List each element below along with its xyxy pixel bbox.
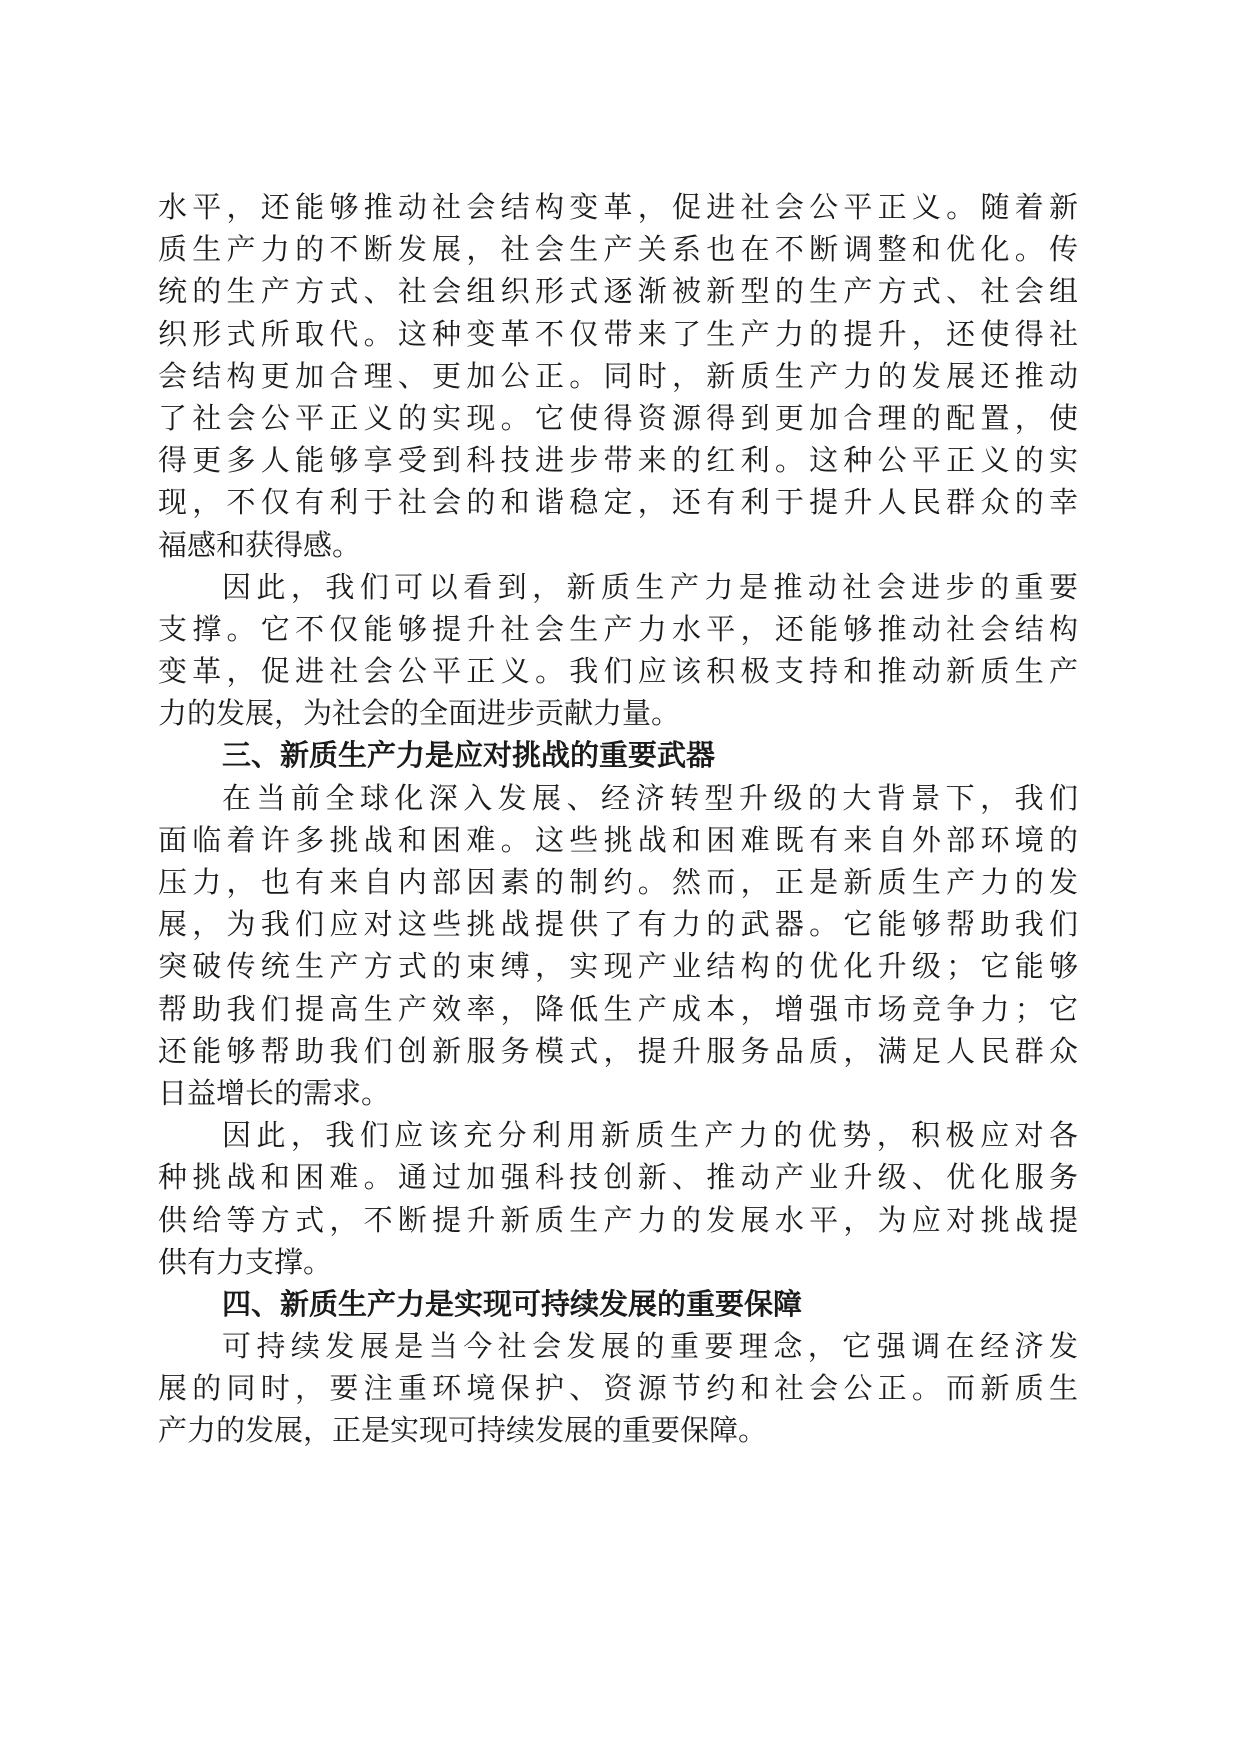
paragraph <box>158 1325 1078 1452</box>
paragraph-line: 帮助我们提高生产效率，降低生产成本，增强市场竞争力；它 <box>158 991 1078 1026</box>
paragraph-line: 可持续发展是当今社会发展的重要理念，它强调在经济发 <box>222 1329 1078 1364</box>
paragraph-line: 展，为我们应对这些挑战提供了有力的武器。它能够帮助我们 <box>158 907 1078 942</box>
paragraph-line: 面临着许多挑战和困难。这些挑战和困难既有来自外部环境的 <box>158 822 1078 857</box>
paragraph-line: 质生产力的不断发展，社会生产关系也在不断调整和优化。传 <box>158 232 1078 267</box>
paragraph-line: 了社会公平正义的实现。它使得资源得到更加合理的配置，使 <box>158 400 1078 435</box>
paragraph <box>158 186 1078 566</box>
paragraph-line: 在当前全球化深入发展、经济转型升级的大背景下，我们 <box>222 780 1078 815</box>
paragraph-line: 突破传统生产方式的束缚，实现产业结构的优化升级；它能够 <box>158 949 1078 984</box>
paragraph-line: 因此，我们应该充分利用新质生产力的优势，积极应对各 <box>222 1118 1078 1153</box>
paragraph-line: 还能够帮助我们创新服务模式，提升服务品质，满足人民群众 <box>158 1033 1078 1068</box>
paragraph-line: 力的发展，为社会的全面进步贡献力量。 <box>158 696 681 731</box>
paragraph-line: 压力，也有来自内部因素的制约。然而，正是新质生产力的发 <box>158 865 1078 899</box>
paragraph-line: 供给等方式，不断提升新质生产力的发展水平，为应对挑战提 <box>158 1202 1078 1237</box>
paragraph <box>158 1114 1078 1283</box>
paragraph-line: 产力的发展，正是实现可持续发展的重要保障。 <box>158 1413 768 1448</box>
paragraph-line: 种挑战和困难。通过加强科技创新、推动产业升级、优化服务 <box>158 1160 1078 1195</box>
paragraph-line: 变革，促进社会公平正义。我们应该积极支持和推动新质生产 <box>158 654 1078 689</box>
paragraph-line: 得更多人能够享受到科技进步带来的红利。这种公平正义的实 <box>158 443 1078 478</box>
paragraph-line: 统的生产方式、社会组织形式逐渐被新型的生产方式、社会组 <box>158 274 1078 309</box>
paragraph-line: 因此，我们可以看到，新质生产力是推动社会进步的重要 <box>222 569 1078 604</box>
paragraph-line: 供有力支撑。 <box>158 1244 333 1279</box>
paragraph-line: 支撑。它不仅能够提升社会生产力水平，还能够推动社会结构 <box>158 611 1078 646</box>
paragraph <box>158 777 1078 1115</box>
section-heading: 四、新质生产力是实现可持续发展的重要保障 <box>222 1286 803 1321</box>
paragraph <box>158 566 1078 735</box>
paragraph-line: 日益增长的需求。 <box>158 1075 391 1110</box>
section-heading: 三、新质生产力是应对挑战的重要武器 <box>222 738 716 773</box>
paragraph-line: 水平，还能够推动社会结构变革，促进社会公平正义。随着新 <box>158 190 1078 224</box>
paragraph-line: 织形式所取代。这种变革不仅带来了生产力的提升，还使得社 <box>158 316 1078 351</box>
document-body <box>158 186 1078 1452</box>
paragraph-line: 展的同时，要注重环境保护、资源节约和社会公正。而新质生 <box>158 1371 1078 1406</box>
paragraph-line: 会结构更加合理、更加公正。同时，新质生产力的发展还推动 <box>158 358 1078 393</box>
paragraph-line: 福感和获得感。 <box>158 527 362 562</box>
paragraph-line: 现，不仅有利于社会的和谐稳定，还有利于提升人民群众的幸 <box>158 485 1078 520</box>
